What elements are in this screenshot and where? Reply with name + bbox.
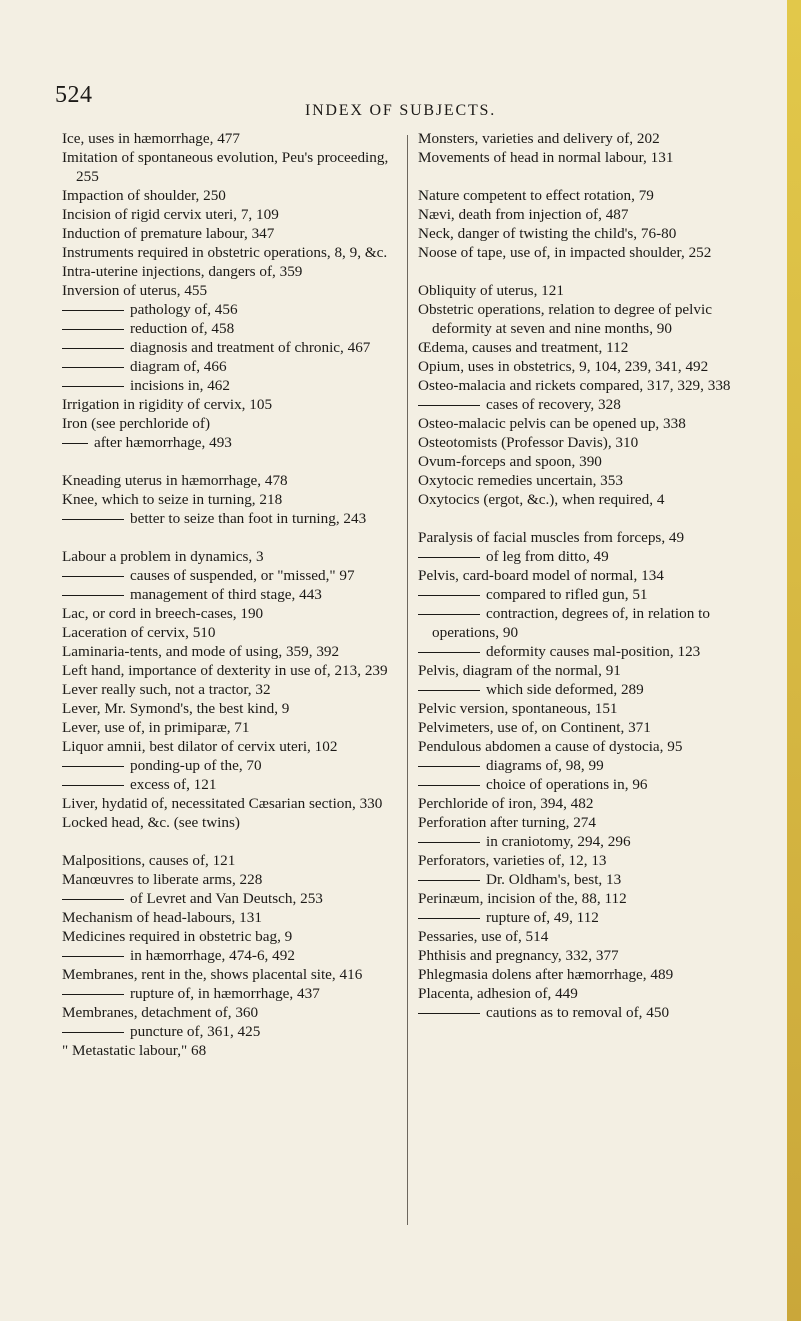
index-entry-text: Osteo-malacic pelvis can be opened up, 338 — [418, 415, 686, 432]
repeat-dash — [418, 652, 480, 653]
index-entry-text: of Levret and Van Deutsch, 253 — [130, 890, 323, 907]
repeat-dash — [62, 329, 124, 330]
index-entry-text: Laminaria-tents, and mode of using, 359, 392 — [62, 643, 340, 660]
index-entry-text: Manœuvres to liberate arms, 228 — [62, 871, 263, 888]
index-entry — [62, 433, 400, 452]
index-entry-text: which side deformed, 289 — [486, 681, 644, 698]
index-entry-text: Membranes, detachment of, 360 — [62, 1004, 259, 1021]
index-entry-text: Impaction of shoulder, 250 — [62, 187, 226, 204]
index-entry — [62, 1003, 400, 1022]
index-entry — [62, 984, 400, 1003]
index-entry — [418, 775, 758, 794]
index-entry-text: Intra-uterine injections, dangers of, 359 — [62, 263, 303, 280]
repeat-dash — [418, 690, 480, 691]
index-entry-text: Liver, hydatid of, necessitated Cæsarian section, 330 — [62, 795, 383, 812]
index-entry-text: Pelvis, card-board model of normal, 134 — [418, 567, 664, 584]
index-entry-text: Laceration of cervix, 510 — [62, 624, 216, 641]
index-entry-text: Pelvic version, spontaneous, 151 — [418, 700, 618, 717]
index-entry-text: of leg from ditto, 49 — [486, 548, 609, 565]
index-entry — [62, 623, 400, 642]
index-entry-text: Pessaries, use of, 514 — [418, 928, 549, 945]
repeat-dash — [418, 785, 480, 786]
repeat-dash — [62, 994, 124, 995]
repeat-dash — [62, 766, 124, 767]
index-entry-text: Mechanism of head-labours, 131 — [62, 909, 262, 926]
index-entry — [62, 490, 400, 509]
index-entry — [62, 395, 400, 414]
index-entry-text: compared to rifled gun, 51 — [486, 586, 648, 603]
index-entry — [62, 205, 400, 224]
index-entry-text: Lever, use of, in primiparæ, 71 — [62, 719, 250, 736]
index-entry — [418, 300, 758, 338]
index-entry-text: Oxytocics (ergot, &c.), when required, 4 — [418, 491, 665, 508]
index-entry-text: Kneading uterus in hæmorrhage, 478 — [62, 472, 288, 489]
index-entry — [418, 376, 758, 395]
index-entry-text: Pelvis, diagram of the normal, 91 — [418, 662, 621, 679]
index-entry — [62, 965, 400, 984]
index-entry-text: Paralysis of facial muscles from forceps, 49 — [418, 529, 685, 546]
index-entry — [62, 604, 400, 623]
index-entry — [62, 946, 400, 965]
index-entry — [62, 927, 400, 946]
index-entry — [62, 414, 400, 433]
index-entry-text: Placenta, adhesion of, 449 — [418, 985, 578, 1002]
index-entry-text: Irrigation in rigidity of cervix, 105 — [62, 396, 273, 413]
index-entry-text: Nævi, death from injection of, 487 — [418, 206, 629, 223]
index-entry-text: Lac, or cord in breech-cases, 190 — [62, 605, 264, 622]
index-entry-text: Perforation after turning, 274 — [418, 814, 596, 831]
index-entry-text: Labour a problem in dynamics, 3 — [62, 548, 264, 565]
index-entry-text: Malpositions, causes of, 121 — [62, 852, 236, 869]
index-entry — [62, 775, 400, 794]
index-entry-text: causes of suspended, or "missed," 97 — [130, 567, 355, 584]
index-entry — [62, 699, 400, 718]
index-entry — [418, 870, 758, 889]
index-entry-text: Dr. Oldham's, best, 13 — [486, 871, 622, 888]
index-entry-text: Phthisis and pregnancy, 332, 377 — [418, 947, 619, 964]
index-entry-text: pathology of, 456 — [130, 301, 238, 318]
index-entry-text: Iron (see perchloride of) — [62, 415, 211, 432]
index-entry-text: Inversion of uterus, 455 — [62, 282, 208, 299]
index-entry — [418, 737, 758, 756]
section-gap — [418, 167, 758, 186]
index-entry-text: cautions as to removal of, 450 — [486, 1004, 670, 1021]
index-entry-text: better to seize than foot in turning, 243 — [130, 510, 367, 527]
index-entry — [62, 1041, 400, 1060]
index-entry — [62, 376, 400, 395]
repeat-dash — [62, 785, 124, 786]
index-entry — [418, 566, 758, 585]
index-entry — [418, 984, 758, 1003]
index-entry — [418, 129, 758, 148]
repeat-dash — [62, 310, 124, 311]
index-entry-text: Pendulous abdomen a cause of dystocia, 95 — [418, 738, 683, 755]
index-entry — [418, 205, 758, 224]
index-entry — [62, 338, 400, 357]
index-entry-text: Obstetric operations, relation to degree of pelvic deformity at seven and nine months, 90 — [418, 301, 712, 337]
index-entry-text: cases of recovery, 328 — [486, 396, 621, 413]
running-head: INDEX OF SUBJECTS. — [304, 102, 497, 119]
index-entry — [418, 433, 758, 452]
index-entry — [62, 756, 400, 775]
index-entry-text: Instruments required in obstetric operations, 8, 9, &c. — [62, 244, 388, 261]
repeat-dash — [62, 386, 124, 387]
index-entry — [62, 794, 400, 813]
repeat-dash — [418, 880, 480, 881]
repeat-dash — [62, 443, 88, 444]
index-entry-text: contraction, degrees of, in relation to operations, 90 — [432, 605, 710, 641]
index-entry — [418, 338, 758, 357]
index-entry — [62, 319, 400, 338]
index-entry — [418, 680, 758, 699]
index-entry — [418, 471, 758, 490]
section-gap — [418, 262, 758, 281]
index-entry-text: in hæmorrhage, 474-6, 492 — [130, 947, 295, 964]
repeat-dash — [62, 899, 124, 900]
index-entry — [418, 604, 758, 642]
index-entry-text: ponding-up of the, 70 — [130, 757, 262, 774]
index-entry-text: Medicines required in obstetric bag, 9 — [62, 928, 293, 945]
index-entry — [418, 908, 758, 927]
index-entry-text: Lever really such, not a tractor, 32 — [62, 681, 271, 698]
index-entry — [62, 148, 400, 186]
repeat-dash — [62, 576, 124, 577]
repeat-dash — [62, 1032, 124, 1033]
index-entry-text: rupture of, in hæmorrhage, 437 — [130, 985, 320, 1002]
index-entry — [418, 186, 758, 205]
index-entry — [418, 832, 758, 851]
index-entry — [418, 756, 758, 775]
index-entry-text: Osteo-malacia and rickets compared, 317, 329, 338 — [418, 377, 731, 394]
index-entry — [418, 946, 758, 965]
index-entry — [418, 1003, 758, 1022]
index-entry-text: Imitation of spontaneous evolution, Peu's proceeding, 255 — [62, 149, 389, 185]
index-entry-text: excess of, 121 — [130, 776, 217, 793]
section-gap — [62, 832, 400, 851]
index-entry — [418, 357, 758, 376]
index-entry — [62, 357, 400, 376]
index-entry — [62, 870, 400, 889]
index-entry-text: Opium, uses in obstetrics, 9, 104, 239, 341, 492 — [418, 358, 709, 375]
index-entry-text: diagram of, 466 — [130, 358, 227, 375]
index-entry — [418, 414, 758, 433]
repeat-dash — [62, 348, 124, 349]
index-entry — [418, 395, 758, 414]
index-entry — [418, 281, 758, 300]
index-entry — [418, 547, 758, 566]
index-entry-text: management of third stage, 443 — [130, 586, 322, 603]
index-entry — [418, 718, 758, 737]
repeat-dash — [418, 766, 480, 767]
index-entry — [418, 452, 758, 471]
index-entry-text: choice of operations in, 96 — [486, 776, 648, 793]
index-entry — [418, 699, 758, 718]
index-entry-text: Left hand, importance of dexterity in use of, 213, 239 — [62, 662, 388, 679]
index-entry-text: puncture of, 361, 425 — [130, 1023, 261, 1040]
repeat-dash — [418, 614, 480, 615]
repeat-dash — [418, 1013, 480, 1014]
repeat-dash — [62, 956, 124, 957]
index-entry-text: Incision of rigid cervix uteri, 7, 109 — [62, 206, 279, 223]
index-entry-text: Monsters, varieties and delivery of, 202 — [418, 130, 660, 147]
index-entry-text: Liquor amnii, best dilator of cervix uteri, 102 — [62, 738, 338, 755]
index-entry-text: Induction of premature labour, 347 — [62, 225, 275, 242]
index-entry — [62, 262, 400, 281]
index-entry — [418, 927, 758, 946]
index-entry-text: Perinæum, incision of the, 88, 112 — [418, 890, 627, 907]
index-entry-text: " Metastatic labour," 68 — [62, 1042, 207, 1059]
index-entry — [62, 224, 400, 243]
index-entry — [62, 642, 400, 661]
section-gap — [62, 452, 400, 471]
index-entry — [62, 281, 400, 300]
index-entry-text: Ice, uses in hæmorrhage, 477 — [62, 130, 240, 147]
index-entry — [418, 490, 758, 509]
index-entry-text: Membranes, rent in the, shows placental site, 416 — [62, 966, 363, 983]
index-entry-text: Oxytocic remedies uncertain, 353 — [418, 472, 623, 489]
index-entry — [62, 186, 400, 205]
index-entry — [418, 813, 758, 832]
repeat-dash — [62, 367, 124, 368]
index-entry-text: Locked head, &c. (see twins) — [62, 814, 240, 831]
index-entry — [418, 148, 758, 167]
index-entry — [418, 661, 758, 680]
index-entry — [62, 585, 400, 604]
index-entry — [62, 737, 400, 756]
index-entry-text: deformity causes mal-position, 123 — [486, 643, 701, 660]
index-entry-text: Perforators, varieties of, 12, 13 — [418, 852, 607, 869]
index-entry — [62, 566, 400, 585]
index-entry — [418, 642, 758, 661]
index-entry-text: diagnosis and treatment of chronic, 467 — [130, 339, 371, 356]
index-entry — [62, 813, 400, 832]
index-entry-text: Movements of head in normal labour, 131 — [418, 149, 674, 166]
index-entry-text: rupture of, 49, 112 — [486, 909, 599, 926]
index-entry — [418, 965, 758, 984]
index-entry — [62, 680, 400, 699]
index-column-right — [418, 129, 758, 1022]
index-entry-text: Obliquity of uterus, 121 — [418, 282, 564, 299]
index-entry — [62, 851, 400, 870]
index-entry — [418, 243, 758, 262]
repeat-dash — [418, 595, 480, 596]
index-entry — [62, 129, 400, 148]
index-entry — [418, 224, 758, 243]
index-entry-text: Lever, Mr. Symond's, the best kind, 9 — [62, 700, 290, 717]
repeat-dash — [418, 918, 480, 919]
index-entry — [62, 471, 400, 490]
index-entry-text: Œdema, causes and treatment, 112 — [418, 339, 629, 356]
index-entry — [418, 585, 758, 604]
index-entry-text: in craniotomy, 294, 296 — [486, 833, 631, 850]
index-entry-text: Phlegmasia dolens after hæmorrhage, 489 — [418, 966, 674, 983]
index-entry — [418, 794, 758, 813]
repeat-dash — [418, 557, 480, 558]
index-entry — [62, 300, 400, 319]
column-rule — [407, 135, 408, 1225]
index-entry — [62, 243, 400, 262]
repeat-dash — [418, 842, 480, 843]
index-entry-text: Knee, which to seize in turning, 218 — [62, 491, 283, 508]
repeat-dash — [62, 595, 124, 596]
index-entry-text: Ovum-forceps and spoon, 390 — [418, 453, 602, 470]
index-column-left — [62, 129, 400, 1060]
index-entry — [62, 908, 400, 927]
index-entry — [62, 661, 400, 680]
section-gap — [62, 528, 400, 547]
index-entry — [418, 851, 758, 870]
index-entry-text: after hæmorrhage, 493 — [94, 434, 232, 451]
index-entry — [418, 889, 758, 908]
index-entry-text: Perchloride of iron, 394, 482 — [418, 795, 594, 812]
index-entry-text: Pelvimeters, use of, on Continent, 371 — [418, 719, 651, 736]
index-entry — [62, 547, 400, 566]
index-entry-text: Neck, danger of twisting the child's, 76-80 — [418, 225, 677, 242]
index-entry — [62, 718, 400, 737]
index-entry-text: diagrams of, 98, 99 — [486, 757, 604, 774]
index-entry — [418, 528, 758, 547]
index-entry-text: incisions in, 462 — [130, 377, 230, 394]
repeat-dash — [418, 405, 480, 406]
page-number: 524 — [55, 82, 93, 108]
index-entry-text: Osteotomists (Professor Davis), 310 — [418, 434, 639, 451]
index-entry-text: Noose of tape, use of, in impacted shoulder, 252 — [418, 244, 712, 261]
index-entry — [62, 509, 400, 528]
repeat-dash — [62, 519, 124, 520]
page-edge-tab — [787, 0, 801, 1321]
index-entry-text: reduction of, 458 — [130, 320, 235, 337]
section-gap — [418, 509, 758, 528]
index-entry — [62, 1022, 400, 1041]
index-entry — [62, 889, 400, 908]
index-entry-text: Nature competent to effect rotation, 79 — [418, 187, 654, 204]
